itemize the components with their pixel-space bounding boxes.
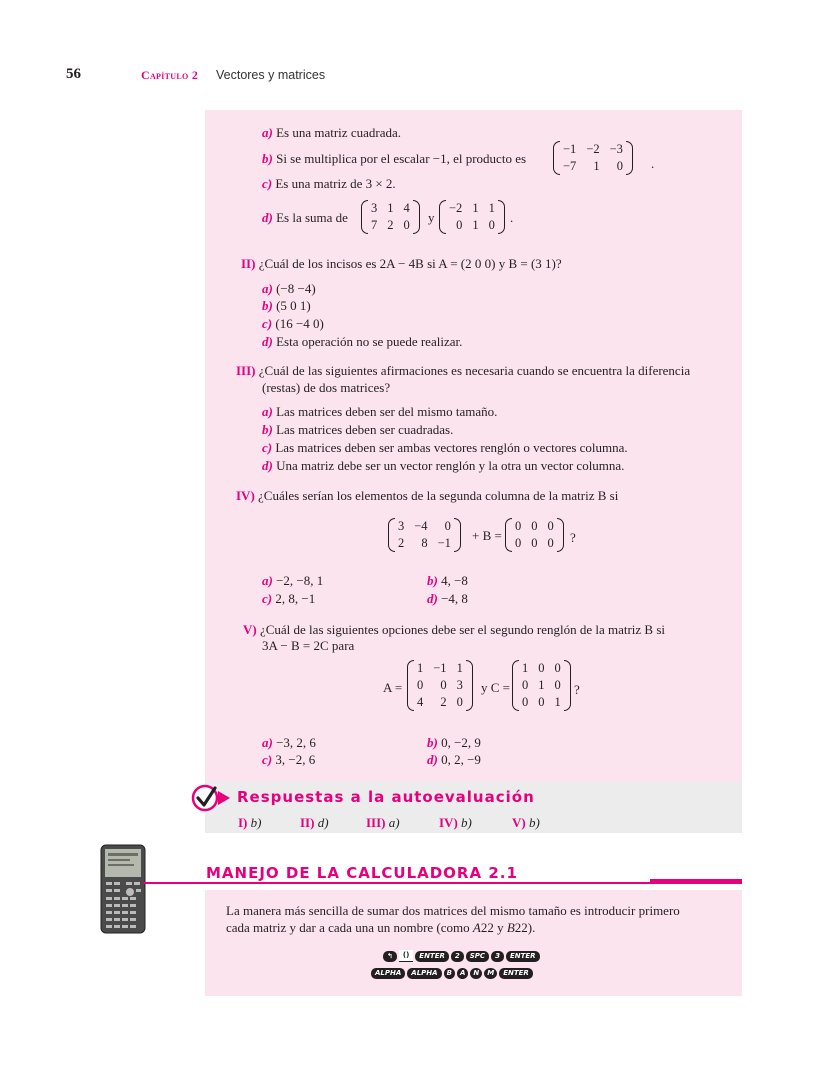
key-sequence-1 xyxy=(383,947,542,965)
page-number: 56 xyxy=(66,66,81,82)
answer-5: V) b) xyxy=(512,815,540,830)
q2-option-d: d) Esta operación no se puede realizar. xyxy=(262,334,463,349)
calculator-text-2: cada matriz y dar a cada una un nombre (como A22 y B22). xyxy=(226,920,536,935)
calculator-icon xyxy=(100,844,146,934)
chapter-label: Capítulo 2 xyxy=(141,68,199,82)
checkmark-icon xyxy=(190,783,234,813)
q4-option-a: a) −2, −8, 1 xyxy=(262,573,324,588)
q3-option-c: c) Las matrices deben ser ambas vectores renglón o vectores columna. xyxy=(262,440,628,455)
q1-option-c: c) Es una matriz de 3 × 2. xyxy=(262,176,396,191)
q4-option-c: c) 2, 8, −1 xyxy=(262,591,316,606)
key-enter: ENTER xyxy=(506,951,540,962)
q2-option-b: b) (5 0 1) xyxy=(262,298,311,313)
q1-matrix-b: −1 −2 −3 −7 1 0 xyxy=(553,141,633,175)
key-alpha: ALPHA xyxy=(407,968,441,979)
q1-matrix-d2: −2 1 1 0 1 0 xyxy=(439,200,505,234)
q2-option-c: c) (16 −4 0) xyxy=(262,316,324,331)
q3-option-b: b) Las matrices deben ser cuadradas. xyxy=(262,422,454,437)
q5-matrix-a: 1 −1 1 0 0 3 4 2 0 xyxy=(407,660,473,711)
key-enter: ENTER xyxy=(415,951,449,962)
q4-matrix-2: 0 0 0 0 0 0 xyxy=(505,518,564,552)
key-left-shift: ↰ xyxy=(383,951,397,962)
q5-question: V) ¿Cuál de las siguientes opciones debe ser el segundo renglón de la matriz B si xyxy=(243,622,666,637)
answer-4: IV) b) xyxy=(439,815,472,830)
q5-matrix-c: 1 0 0 0 1 0 0 0 1 xyxy=(512,660,571,711)
q5-option-d: d) 0, 2, −9 xyxy=(427,752,481,767)
chapter-title: Vectores y matrices xyxy=(216,68,326,82)
q5-option-c: c) 3, −2, 6 xyxy=(262,752,316,767)
answer-2: II) d) xyxy=(300,815,329,830)
key-a: A xyxy=(457,968,468,979)
key-enter: ENTER xyxy=(499,968,533,979)
answer-1: I) b) xyxy=(238,815,262,830)
calculator-text-1: La manera más sencilla de sumar dos matrices del mismo tamaño es introducir primero xyxy=(226,903,680,918)
q4-option-b: b) 4, −8 xyxy=(427,573,468,588)
calculator-title: MANEJO DE LA CALCULADORA 2.1 xyxy=(206,864,518,882)
q5-option-b: b) 0, −2, 9 xyxy=(427,735,481,750)
q1-option-b: b) Si se multiplica por el escalar −1, el producto es xyxy=(262,151,527,166)
key-n: N xyxy=(470,968,482,979)
key-sequence-2 xyxy=(371,964,535,982)
q1-option-a: a) Es una matriz cuadrada. xyxy=(262,125,401,140)
q4-question: IV) ¿Cuáles serían los elementos de la segunda columna de la matriz B si xyxy=(236,488,619,503)
q1-option-d: d) Es la suma de xyxy=(262,210,348,225)
key-parens: () xyxy=(399,950,413,962)
q4-matrix-1: 3 −4 0 2 8 −1 xyxy=(388,518,461,552)
key-2: 2 xyxy=(451,951,464,962)
q3-option-d: d) Una matriz debe ser un vector renglón y la otra un vector columna. xyxy=(262,458,625,473)
q3-question: III) ¿Cuál de las siguientes afirmaciones es necesaria cuando se encuentra la diferencia xyxy=(236,363,691,378)
key-spc: SPC xyxy=(466,951,489,962)
q2-option-a: a) (−8 −4) xyxy=(262,281,316,296)
key-3: 3 xyxy=(491,951,504,962)
q1-matrix-d1: 3 1 4 7 2 0 xyxy=(361,200,420,234)
key-alpha: ALPHA xyxy=(371,968,405,979)
q4-option-d: d) −4, 8 xyxy=(427,591,468,606)
q2-question: II) ¿Cuál de los incisos es 2A − 4B si A = (2 0 0) y B = (3 1)? xyxy=(241,256,562,271)
answers-title: Respuestas a la autoevaluación xyxy=(237,788,535,806)
key-m: M xyxy=(484,968,497,979)
q3-option-a: a) Las matrices deben ser del mismo tamaño. xyxy=(262,404,498,419)
key-b: B xyxy=(444,968,455,979)
q5-option-a: a) −3, 2, 6 xyxy=(262,735,316,750)
answer-3: III) a) xyxy=(366,815,400,830)
